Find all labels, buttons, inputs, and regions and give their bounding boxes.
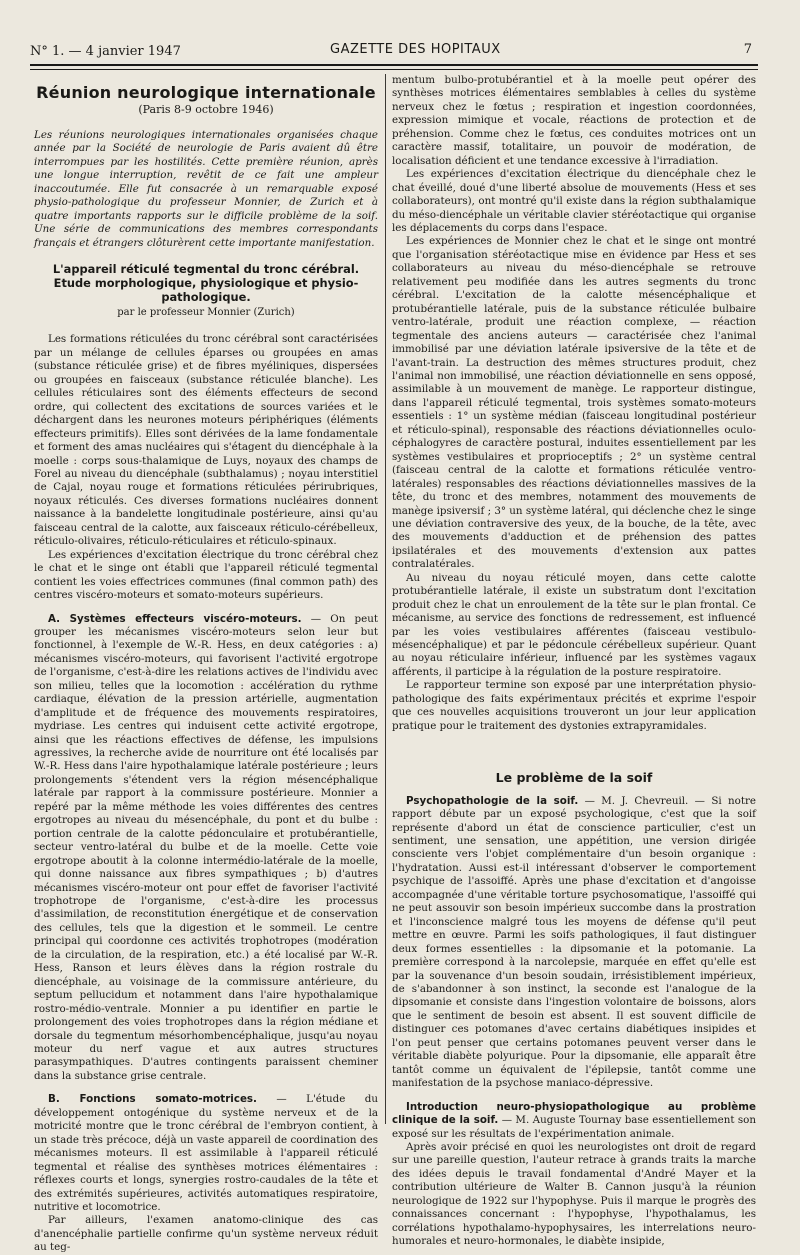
paragraph: Les expériences de Monnier chez le chat et le singe ont montré que l'organisation stéréotactique mise en évidence par Hess et ses collaborateurs au niveau du méso-diencéphale se retrouve relativement peu modifiée dans les autres segments du tronc cérébral. L'excitation de la calotte mésencéphalique et protubérantielle latérale, puis de la substance réticulée bulbaire ventro-latérale, produit une réaction complexe, — réaction tegmentale des anciens auteurs — caractérisée chez l'animal immobilisé par une déviation latérale ipsiversive de la tête et de l'avant-train. La destruction des mêmes structures produit, chez l'animal non immobilisé, une réaction déviationnelle en sens opposé, assimilable à un mouvement de manège. Le rapporteur distingue, dans l'appareil réticulé tegmental, trois systèmes somato-moteurs essentiels : 1° un système médian (faisceau longitudinal postérieur et réticulo-spinal), responsable des réactions déviationnelles oculo-céphalogyres de caractère postural, induites essentiellement par les systèmes vestibulaires et proprioceptifs ; 2° un système central (faisceau central de la calotte et formations réticulée ventro-latérales) responsables des réactions déviationnelles massives de la tête, du tronc et des membres, notamment des mouvements de manège ipsiversif ; 3° un système latéral, qui déclenche chez le singe une déviation contraversive des yeux, de la bouche, de la tête, avec des mouvements d'adduction et de préhension des pattes ipsilatérales et des mouvements d'extension aux pattes contralatérales.	[392, 235, 756, 571]
section-heading: A. Systèmes effecteurs viscéro-moteurs.	[48, 612, 302, 625]
paragraph: Après avoir précisé en quoi les neurologistes ont droit de regard sur une pareille question, l'auteur retrace à grands traits la marche des idées depuis le travail fondamental d'André Mayer et la contribution ultérieure de Walter B. Cannon jusqu'à la réunion neurologique de 1922 sur l'hypophyse. Puis il marque le progrès des connaissances concernant : l'hypophyse, l'hypothalamus, les corrélations hypothalamo-hypophysaires, les interrelations neuro-humorales et neuro-hormonales, le diabète insipide,	[392, 1140, 756, 1248]
section-heading: Psychopathologie de la soif.	[406, 794, 579, 807]
paragraph: Les formations réticulées du tronc cérébral sont caractérisées par un mélange de cellules éparses ou groupées en amas (substance réticulée grise) et de fibres myéliniques, dispersées ou groupées en faisceaux (substance réticulée blanche). Les cellules réticulaires sont des éléments effecteurs de second ordre, qui collectent des excitations de sources variées et le déchargent dans les neurones moteurs périphériques (éléments effecteurs primitifs). Elles sont dérivées de la lame fondamentale et forment des amas nucléaires qui s'étagent du diencéphale à la moelle : corps sous-thalamique de Luys, noyaux des champs de Forel au niveau du diencéphale (subthalamus) ; noyau interstitiel de Cajal, noyau rouge et formations réticulées périrubriques, noyaux réticulés. Ces diverses formations nucléaires donnent naissance à la bandelette longitudinale postérieure, ainsi qu'au faisceau central de la calotte, aux faisceaux réticulo-cérébelleux, réticulo-olivaires, réticulo-réticulaires et réticulo-spinaux.	[34, 333, 378, 548]
section-body: — On peut grouper les mécanismes viscéro-moteurs selon leur but fonctionnel, à l'exemple de W.-R. Hess, en deux catégories : a) mécanismes viscéro-moteurs, qui favorisent l'activité ergotrope de l'organisme, c'est-à-dire les relations actives de l'individu avec son milieu, telles que la locomotion : accélération du rythme cardiaque, élévation de la pression artérielle, augmentation d'amplitude et de fréquence des mouvements respiratoires, mydriase. Les centres qui induisent cette activité ergotrope, ainsi que les réactions effectives de défense, les impulsions agressives, la recherche avide de nourriture ont été localisés par W.-R. Hess dans l'aire hypothalamique latérale postérieure ; leurs prolongements s'étendent vers la région mésencéphalique latérale par rapport à la commissure postérieure. Monnier a repéré par la même méthode les voies différentes des centres ergotropes au niveau du mésencéphale, du pont et du bulbe : portion centrale de la calotte pédonculaire et protubérantielle, secteur ventro-latéral du bulbe et de la moelle. Cette voie ergotrope aboutit à la colonne intermédio-latérale de la moelle, qui donne naissance aux fibres sympathiques ; b) d'autres mécanismes viscéro-moteur ont pour effet de favoriser l'activité trophotrope de l'organisme, c'est-à-dire les processus d'assimilation, de reconstitution énergétique et de conservation des cellules, tels que la digestion et le sommeil. Le centre principal qui coordonne ces activités trophotropes (modération de la circulation, de la respiration, etc.) a été localisé par W.-R. Hess, Ranson et leurs élèves dans la région rostrale du diencéphale, au voisinage de la commissure antérieure, du septum pellucidum et notamment dans l'aire hypothalamique rostro-médio-ventrale. Monnier a pu identifier en partie le prolongement des voies trophotropes dans la région médiane et dorsale du tegmentum mésorhombencéphalique, jusqu'au noyau moteur du nerf vague et aux autres structures parasympathiques. D'autres contingents paraissent cheminer dans la substance grise centrale.	[34, 612, 378, 1082]
paragraph: Au niveau du noyau réticulé moyen, dans cette calotte protubérantielle latérale, il existe un substratum dont l'excitation produit chez le chat un enroulement de la tête sur le plan frontal. Ce mécanisme, au service des fonctions de redressement, est influencé par les voies vestibulaires afférentes (faisceau vestibulo-mésencéphalique) et par le pédoncule cérébelleux supérieur. Quant au noyau réticulaire inférieur, influencé par les systèmes vagaux afférents, il participe à la régulation de la posture respiratoire.	[392, 571, 756, 678]
left-column	[34, 74, 378, 1254]
issue-date: N° 1. — 4 janvier 1947	[30, 44, 181, 59]
page-number: 7	[743, 42, 752, 57]
section-body: — M. J. Chevreuil. — Si notre rapport débute par un exposé psychologique, c'est que la soif représente d'abord un état de conscience particulier, c'est un sentiment, une sensation, une appétition, une version dirigée consciente vers l'objet complémentaire d'un besoin organique : l'hydratation. Aussi est-il intéressant d'observer le comportement psychique de l'assoiffé. Après une phase d'excitation et d'angoisse accompagnée d'une véritable torture psychosomatique, l'assoiffé qui ne peut assouvir son besoin impérieux succombe dans la prostration et l'inconscience malgré tous les moyens de défense qu'il peut mettre en œuvre. Parmi les soifs pathologiques, il faut distinguer deux formes essentielles : la dipsomanie et la potomanie. La première correspond à la narcolepsie, marquée en effet qu'elle est par la souvenance d'un besoin soudain, irrésistiblement impérieux, de s'abandonner à son instinct, la seconde est l'analogue de la dipsomanie et consiste dans l'ingestion volontaire de boissons, alors que le sentiment de besoin est absent. Il est souvent difficile de distinguer ces potomanes d'avec certains diabétiques insipides et l'on peut penser que certains potomanes peuvent verser dans le véritable diabète polyurique. Pour la dipsomanie, elle apparaît être tantôt comme un équivalent de l'épilepsie, tantôt comme une manifestation de la psychose maniaco-dépressive.	[392, 794, 757, 1090]
report-title: L'appareil réticulé tegmental du tronc cérébral. Etude morphologique, physiologique et physio-pathologique.	[52, 261, 360, 304]
section-body: — L'étude du développement ontogénique du système nerveux et de la motricité montre que le tronc cérébral de l'embryon contient, à un stade très précoce, déjà un vaste appareil de coordination des mécanismes moteurs. Il est assimilable à l'appareil réticulé tegmental et réalise des synthèses motrices élémentaires : réflexes courts et longs, synergies rostro-caudales de la tête et des extrémités supérieures, activités automatiques respiratoire, nutritive et locomotrice.	[34, 1093, 378, 1213]
psychopathology-section	[392, 795, 756, 1091]
section-heading: B. Fonctions somato-motrices.	[48, 1093, 257, 1106]
paragraph: mentum bulbo-protubérantiel et à la moelle peut opérer des synthèses motrices élémentaires semblables à celles du système nerveux chez le fœtus ; respiration et ingestion coordonnées, expression mimique et vocale, réactions de protection et de préhension. Comme chez le fœtus, ces conduites motrices ont un caractère massif, totalitaire, un pouvoir de modération, de localisation déficient et une tendance excessive à l'irradiation.	[392, 74, 756, 167]
article-heading: Réunion neurologique internationale	[36, 83, 376, 102]
paragraph: Les expériences d'excitation électrique du diencéphale chez le chat éveillé, doué d'une liberté absolue de mouvements (Hess et ses collaborateurs), ont montré qu'il existe dans la région subthalamique du méso-diencéphale un véritable clavier stéréotactique qui organise les déplacements du corps dans l'espace.	[392, 168, 756, 234]
page-header	[30, 40, 758, 66]
paragraph: Par ailleurs, l'examen anatomo-clinique des cas d'anencéphalie partielle confirme qu'un système nerveux réduit au teg-	[34, 1214, 378, 1254]
journal-title: GAZETTE DES HOPITAUX	[330, 42, 501, 57]
header-rule	[30, 69, 758, 70]
section-body: — M. Auguste Tournay base essentiellement son exposé sur les résultats de l'expérimentation animale.	[392, 1114, 756, 1140]
section-a	[34, 613, 378, 1084]
intro-paragraph: Les réunions neurologiques internationales organisées chaque année par la Société de neurologie de Paris avaient dû être interrompues par les hostilités. Cette première réunion, après une longue interruption, revêtit de ce fait une ampleur inaccoutumée. Elle fut consacrée à un remarquable exposé physio-pathologique du professeur Monnier, de Zurich et à quatre importants rapports sur le difficile problème de la soif. Une série de communications des membres correspondants français et étrangers clôturèrent cette importante manifestation.	[34, 128, 378, 249]
section-b	[34, 1093, 378, 1214]
byline: par le professeur Monnier (Zurich)	[117, 306, 295, 318]
section-title: Le problème de la soif	[495, 770, 653, 786]
section-heading: Introduction neuro-physiopathologique au problème clinique de la soif.	[392, 1100, 756, 1127]
column-divider	[385, 74, 386, 1124]
introduction-section	[392, 1101, 756, 1141]
paragraph: Les expériences d'excitation électrique du tronc cérébral chez le chat et le singe ont établi que l'appareil réticulé tegmental contient les voies effectrices communes (final common path) des centres viscéro-moteurs et somato-moteurs supérieurs.	[34, 548, 378, 602]
right-column	[392, 74, 757, 1248]
paragraph: Le rapporteur termine son exposé par une interprétation physio-pathologique des faits expérimentaux précités et exprime l'espoir que ces nouvelles acquisitions trouveront un jour leur application pratique pour le traitement des dystonies extrapyramidales.	[392, 679, 756, 732]
meeting-dates: (Paris 8-9 octobre 1946)	[138, 103, 274, 117]
